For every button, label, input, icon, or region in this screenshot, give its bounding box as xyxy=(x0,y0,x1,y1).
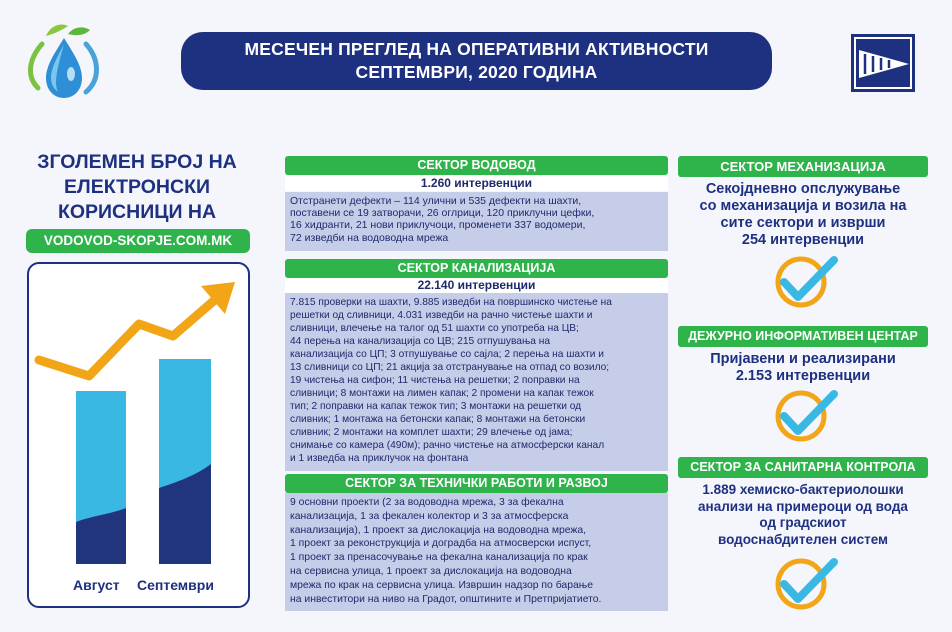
mechanization-line: 254 интервенции xyxy=(741,232,865,248)
sector-water-count: 1.260 интервенции xyxy=(285,176,668,191)
electronic-users-heading xyxy=(24,150,250,225)
sector-sewage-line: 7.815 проверки на шахти, 9.885 изведби на површинско чистење на xyxy=(290,297,612,308)
title-line-1: МЕСЕЧЕН ПРЕГЛЕД НА ОПЕРАТИВНИ АКТИВНОСТИ xyxy=(244,39,709,59)
sector-technical-line: на инвеститори на ниво на Градот, општините и Претпријатието. xyxy=(290,593,602,605)
sector-technical-line: канализација), 1 проект за дислокација на водоводна мрежа, xyxy=(290,524,587,536)
heading-line-2: ЕЛЕКТРОНСКИ xyxy=(64,176,210,198)
sector-technical-line: 9 основни проекти (2 за водоводна мрежа, 3 за фекална xyxy=(290,497,564,508)
sector-water-line: поставени се 19 затворачи, 26 оглрици, 120 приклучни цефки, xyxy=(290,207,595,220)
sector-mechanization-text xyxy=(678,181,928,249)
water-drop-leaves-icon xyxy=(24,14,104,114)
sanitary-line: од градскиот xyxy=(759,515,847,530)
sector-sewage-line: сливник; 2 монтажи на комплет шахти; 29 влечење од јама; xyxy=(290,427,573,438)
sector-sewage-line: тип; 2 поправки на капак тежок тип; 3 монтажи на решетки од xyxy=(290,401,582,412)
sector-water-line: Отстранети дефекти – 114 улични и 535 дефекти на шахти, xyxy=(290,195,582,207)
sector-technical-header: СЕКТОР ЗА ТЕХНИЧКИ РАБОТИ И РАЗВОЈ xyxy=(285,474,668,493)
mechanization-line: Секојдневно опслужување xyxy=(705,181,901,197)
sector-sewage-line: решетки од сливници, 4.031 изведби на рачно чистење шахти и xyxy=(290,310,593,321)
sector-sewage-line: 44 перења на канализација со ЦВ; 215 отпушувања на xyxy=(290,336,551,347)
sector-mechanization-header: СЕКТОР МЕХАНИЗАЦИЈА xyxy=(678,156,928,177)
company-logo-icon xyxy=(851,34,915,92)
mechanization-line: сите сектори и изврши xyxy=(720,215,886,231)
checkmark-circle-icon xyxy=(770,554,840,610)
sector-water-line: 16 хидранти, 21 нови приклучоци, променети 337 водомери, xyxy=(290,219,586,232)
sector-water-line: 72 изведби на водоводна мрежа xyxy=(290,231,449,244)
tick-label-september: Септември xyxy=(137,577,214,593)
dispatch-line: Пријавени и реализирани xyxy=(710,351,896,367)
heading-line-1: ЗГОЛЕМЕН БРОЈ НА xyxy=(37,151,237,173)
sector-sewage-line: сливник; 1 монтажа на бетонски капак; 8 монтажи на бетонски xyxy=(290,414,586,425)
sector-sewage-header: СЕКТОР КАНАЛИЗАЦИЈА xyxy=(285,259,668,278)
sector-dispatch-text xyxy=(678,351,928,385)
sector-water-header: СЕКТОР ВОДОВОД xyxy=(285,156,668,175)
sector-sewage-count: 22.140 интервенции xyxy=(285,278,668,293)
sector-technical-line: мрежа по крак на сервисна улица. Извршин надзор по барање xyxy=(290,579,593,591)
sector-sanitary-text xyxy=(678,482,928,548)
mechanization-line: со механизација и возила на xyxy=(699,198,907,214)
sector-sewage-line: снимање со камера (490м); рачно чистење на атмосферски канал xyxy=(290,440,605,451)
sector-sewage-line: и 1 изведба на приклучок на фонтана xyxy=(290,453,469,464)
sector-sewage-line: 19 чистења на сифон; 11 чистења на решетки; 2 поправки на xyxy=(290,375,580,386)
chart-canvas xyxy=(29,264,250,608)
sector-technical-line: 1 проект за пренасочување на фекална канализација по крак xyxy=(290,552,588,564)
sector-technical-line: на сервисна улица, 1 проект за дислокација на водоводна xyxy=(290,565,572,577)
page-title xyxy=(181,32,772,90)
checkmark-circle-icon xyxy=(770,252,840,308)
title-line-2: СЕПТЕМВРИ, 2020 ГОДИНА xyxy=(355,62,598,82)
dispatch-line: 2.153 интервенции xyxy=(735,368,871,384)
sector-technical-body xyxy=(285,493,668,611)
sector-dispatch-header: ДЕЖУРНО ИНФОРМАТИВЕН ЦЕНТАР xyxy=(678,326,928,347)
users-chart xyxy=(27,262,250,608)
sanitary-line: 1.889 хемиско-бактериолошки xyxy=(702,482,904,497)
website-badge[interactable]: VODOVOD-SKOPJE.COM.MK xyxy=(26,229,250,253)
sector-sewage-body xyxy=(285,293,668,471)
checkmark-circle-icon xyxy=(770,386,840,442)
sector-sanitary-header: СЕКТОР ЗА САНИТАРНА КОНТРОЛА xyxy=(678,457,928,478)
sanitary-line: анализи на примероци од вода xyxy=(698,498,908,514)
tick-label-august: Август xyxy=(73,577,120,593)
sector-sewage-line: сливници; 8 монтажи на лимен капак; 2 промени на капак тежок xyxy=(290,388,594,399)
sector-technical-line: 1 проект за реконструкција и доградба на атмосверски испуст, xyxy=(290,538,592,550)
sanitary-line: водоснабдителен систем xyxy=(717,531,889,547)
sector-technical-line: канализација, 1 за фекален колектор и 3 за атмосферска xyxy=(290,510,569,522)
sector-sewage-line: сливници, влечење на талог од 51 шахти со употреба на ЦВ; xyxy=(290,323,579,334)
heading-line-3: КОРИСНИЦИ НА xyxy=(57,201,217,223)
sector-sewage-line: 13 сливници со ЦП; 21 акција за отстранување на отпад со возило; xyxy=(290,362,610,373)
sector-water-body xyxy=(285,192,668,251)
sector-sewage-line: канализација со ЦП; 3 отпушување со сајла; 2 перења на шахти и xyxy=(290,349,604,360)
